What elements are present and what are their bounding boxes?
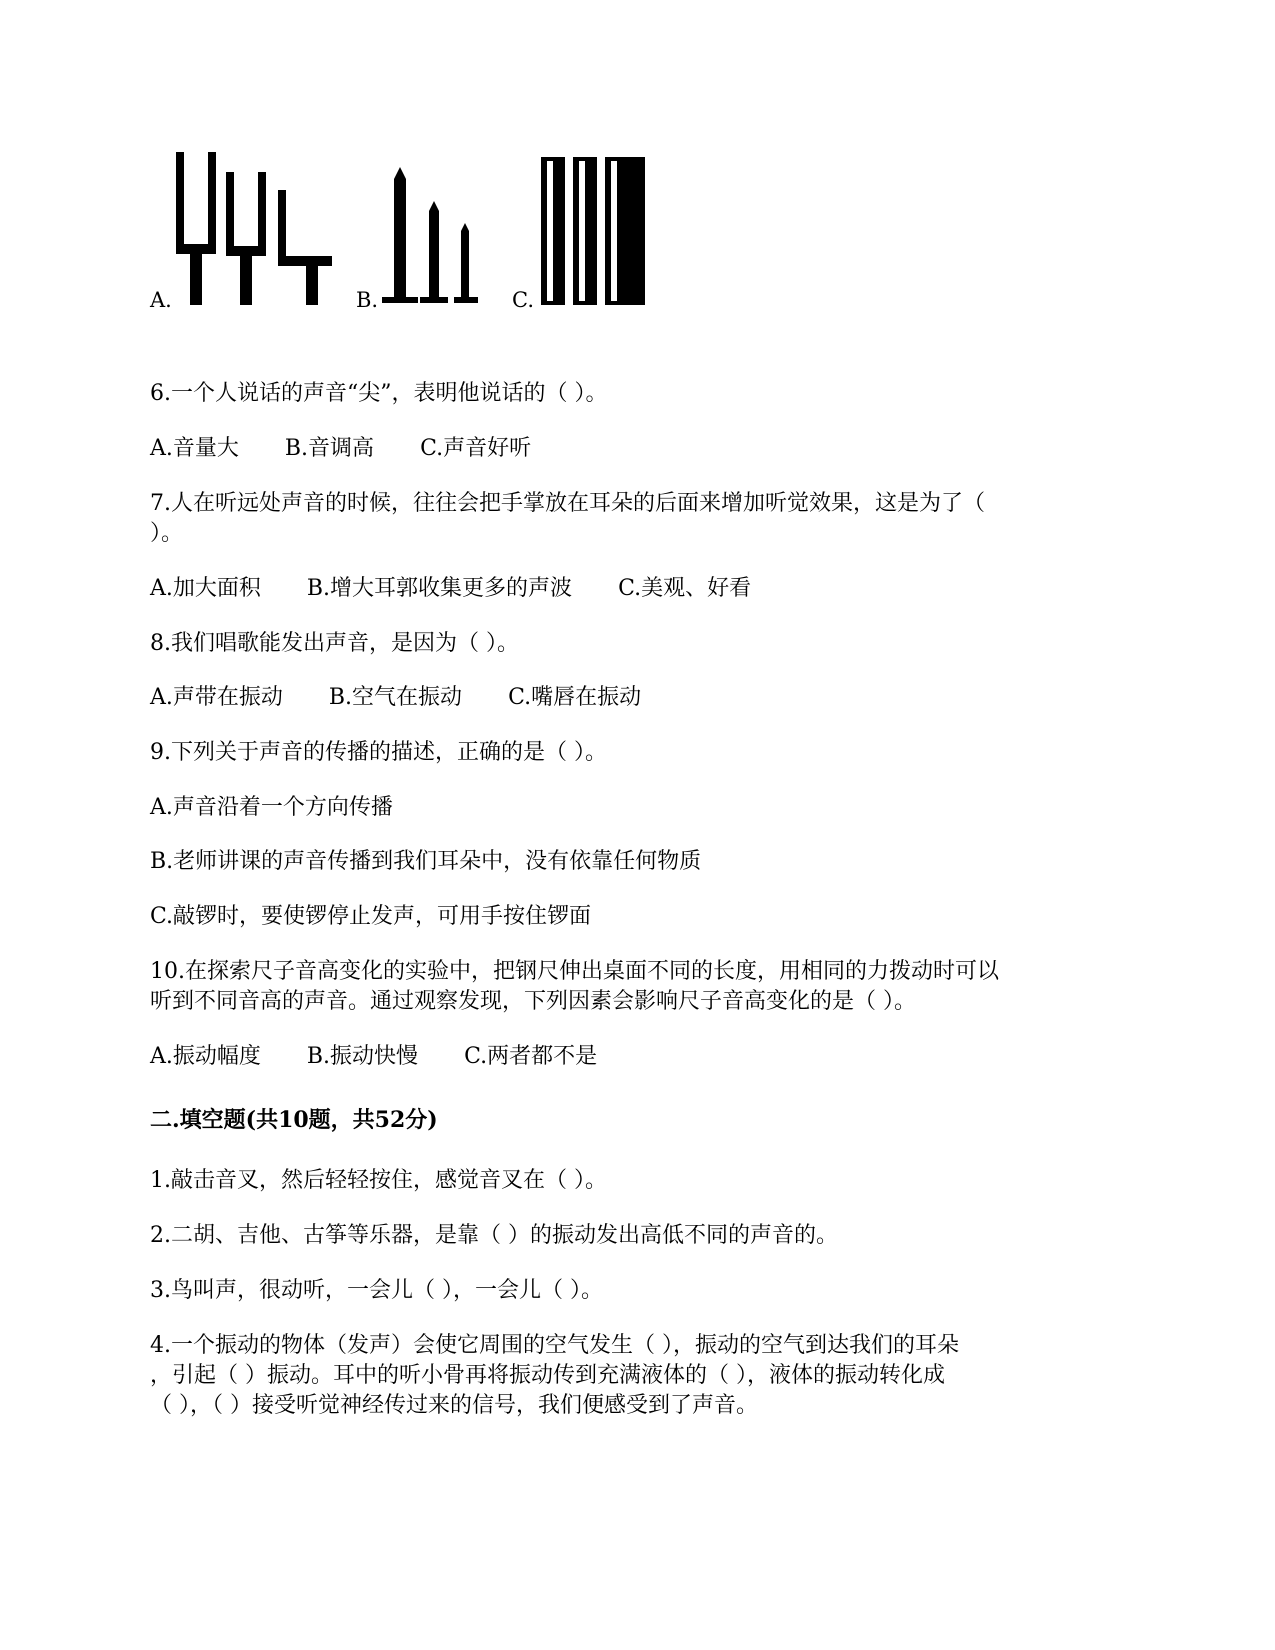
question-8: 8.我们唱歌能发出声音，是因为（ ）。	[150, 631, 519, 656]
option-a: A.加大面积	[150, 576, 261, 601]
fill-question-2: 2.二胡、吉他、古筝等乐器，是靠（ ）的振动发出高低不同的声音的。	[150, 1223, 838, 1248]
option-c: C.嘴唇在振动	[508, 685, 642, 710]
option-b: B.空气在振动	[328, 685, 463, 710]
question-9-option-c: C.敲锣时，要使锣停止发声，可用手按住锣面	[150, 904, 592, 929]
fill-question-3: 3.鸟叫声，很动听，一会儿（ ），一会儿（ ）。	[150, 1278, 603, 1303]
option-a: A.声带在振动	[150, 685, 283, 710]
question-8-options	[150, 682, 687, 714]
question-7-line-2: ）。	[150, 521, 184, 546]
question-9: 9.下列关于声音的传播的描述，正确的是（ ）。	[150, 740, 607, 765]
nails-icon	[380, 165, 490, 310]
metal-bars-icon	[535, 155, 650, 310]
option-a-label: A.	[150, 288, 172, 312]
option-b: B.音调高	[284, 436, 375, 461]
option-c-label: C.	[512, 288, 534, 312]
question-7-line-1: 7.人在听远处声音的时候，往往会把手掌放在耳朵的后面来增加听觉效果，这是为了（	[150, 491, 985, 516]
section-2-heading: 二.填空题(共10题，共52分)	[150, 1107, 438, 1133]
option-c: C.声音好听	[420, 436, 532, 461]
fill-question-1: 1.敲击音叉，然后轻轻按住，感觉音叉在（ ）。	[150, 1168, 607, 1193]
question-9-option-a: A.声音沿着一个方向传播	[150, 795, 393, 820]
question-9-option-b: B.老师讲课的声音传播到我们耳朵中，没有依靠任何物质	[150, 849, 702, 874]
option-c: C.美观、好看	[618, 576, 752, 601]
question-10-options	[150, 1041, 643, 1073]
option-c: C.两者都不是	[464, 1044, 598, 1069]
option-b: B.增大耳郭收集更多的声波	[306, 576, 573, 601]
option-b-label: B.	[356, 288, 379, 312]
figure-options-row	[150, 150, 710, 325]
tuning-forks-icon	[172, 150, 332, 310]
fill-question-4-line-2: ，引起（ ）振动。耳中的听小骨再将振动传到充满液体的（ ），液体的振动转化成	[150, 1363, 945, 1388]
option-a: A.振动幅度	[150, 1044, 261, 1069]
option-a: A.音量大	[150, 436, 239, 461]
fill-question-4-line-3: （ ），（ ）接受听觉神经传过来的信号，我们便感受到了声音。	[150, 1393, 758, 1418]
question-10-line-1: 10.在探索尺子音高变化的实验中，把钢尺伸出桌面不同的长度，用相同的力拨动时可以	[150, 959, 999, 984]
option-b: B.振动快慢	[306, 1044, 419, 1069]
question-6: 6.一个人说话的声音“尖”，表明他说话的（ ）。	[150, 381, 608, 406]
question-6-options	[150, 433, 577, 465]
question-10-line-2: 听到不同音高的声音。通过观察发现，下列因素会影响尺子音高变化的是（ ）。	[150, 989, 916, 1014]
fill-question-4-line-1: 4.一个振动的物体（发声）会使它周围的空气发生（ ），振动的空气到达我们的耳朵	[150, 1333, 959, 1358]
question-7-options	[150, 573, 797, 605]
